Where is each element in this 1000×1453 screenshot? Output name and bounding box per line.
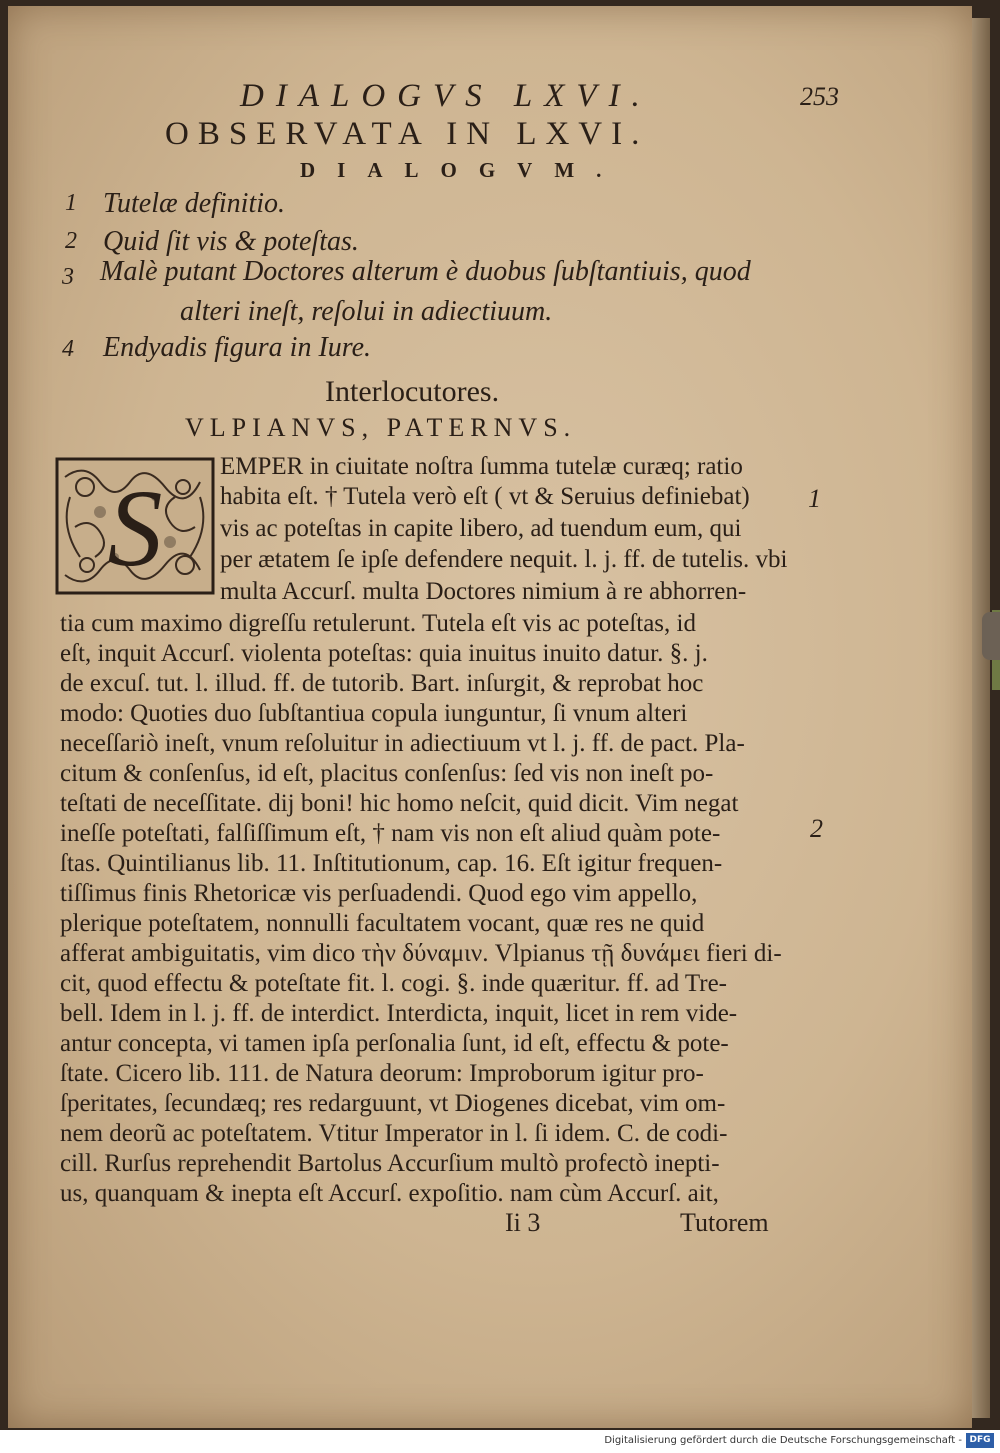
body-line: eſt, inquit Accurſ. violenta poteſtas: quia inuitus inuito datur. §. j. <box>60 640 708 667</box>
catchword: Tutorem <box>680 1208 769 1237</box>
body-line: vis ac poteſtas in capite libero, ad tuendum eum, qui <box>220 515 742 542</box>
page-number: 253 <box>800 82 839 111</box>
body-line: ſperitates, ſecundæq; res redarguunt, vt Diogenes dicebat, vim om- <box>60 1090 726 1117</box>
body-line: tia cum maximo digreſſu retulerunt. Tutela eſt vis ac poteſtas, id <box>60 610 696 637</box>
observation-number: 4 <box>62 336 74 362</box>
margin-note: 1 <box>808 484 821 513</box>
running-title: DIALOGVS LXVI. <box>240 78 652 114</box>
speakers-line: VLPIANVS, PATERNVS. <box>185 413 577 442</box>
body-line: cill. Rurſus reprehendit Bartolus Accurſium multò profectò inepti- <box>60 1150 720 1177</box>
observation-item: Tutelæ definitio. <box>103 188 286 219</box>
body-line: ineſſe poteſtati, falſiſſimum eſt, † nam vis non eſt aliud quàm pote- <box>60 820 721 847</box>
body-line: afferat ambiguitatis, vim dico τὴν δύναμιν. Vlpianus τῇ δυνάμει fieri di- <box>60 940 782 967</box>
book-clasp <box>982 612 1000 660</box>
observation-number: 3 <box>62 264 74 290</box>
footer-bar <box>0 1430 1000 1453</box>
body-line: teſtati de neceſſitate. dij boni! hic homo neſcit, quid dicit. Vim negat <box>60 790 739 817</box>
body-line: ſtate. Cicero lib. 111. de Natura deorum: Improborum igitur pro- <box>60 1060 704 1087</box>
margin-note: 2 <box>810 814 823 843</box>
body-line: us, quanquam & inepta eſt Accurſ. expoſitio. nam cùm Accurſ. ait, <box>60 1180 719 1207</box>
dfg-logo: DFG <box>966 1433 994 1448</box>
section-heading: Interlocutores. <box>325 375 500 408</box>
body-line: tiſſimus finis Rhetoricæ vis perſuadendi. Quod ego vim appello, <box>60 880 698 907</box>
observation-item: Endyadis figura in Iure. <box>103 332 372 363</box>
observation-item: alteri ineſt, reſolui in adiectiuum. <box>180 296 553 327</box>
signature-mark: Ii 3 <box>505 1208 541 1237</box>
observation-item: Quid ſit vis & poteſtas. <box>103 226 359 257</box>
body-line: bell. Idem in l. j. ff. de interdict. Interdicta, inquit, licet in rem vide- <box>60 1000 738 1027</box>
body-line: plerique poteſtatem, nonnulli facultatem vocant, quæ res ne quid <box>60 910 705 937</box>
drop-cap-letter: S <box>107 467 163 589</box>
observation-number: 1 <box>65 190 77 216</box>
observations-subtitle: DIALOGVM. <box>300 158 624 182</box>
body-line: ſtas. Quintilianus lib. 11. Inſtitutionum, cap. 16. Eſt igitur frequen- <box>60 850 723 877</box>
body-line: EMPER in ciuitate noſtra ſumma tutelæ curæq; ratio <box>220 453 743 480</box>
footer-credit: Digitalisierung gefördert durch die Deutsche Forschungsgemeinschaft - <box>604 1435 962 1446</box>
body-line: habita eſt. † Tutela verò eſt ( vt & Seruius definiebat) <box>220 483 750 510</box>
body-line: per ætatem ſe ipſe defendere nequit. l. j. ff. de tutelis. vbi <box>220 546 788 573</box>
body-line: neceſſariò ineſt, vnum reſoluitur in adiectiuum vt l. j. ff. de pact. Pla- <box>60 730 745 757</box>
observation-number: 2 <box>65 228 77 254</box>
body-line: cit, quod effectu & poteſtate fit. l. cogi. §. inde quæritur. ff. ad Tre- <box>60 970 728 997</box>
observations-title: OBSERVATA IN LXVI. <box>165 116 649 152</box>
body-line: modo: Quoties duo ſubſtantiua copula iunguntur, ſi vnum alteri <box>60 700 688 727</box>
decorated-initial <box>55 457 215 595</box>
body-line: de excuſ. tut. l. illud. ff. de tutorib. Bart. inſurgit, & reprobat hoc <box>60 670 704 697</box>
body-line: nem deorũ ac poteſtatem. Vtitur Imperator in l. ſi idem. C. de codi- <box>60 1120 728 1147</box>
body-line: multa Accurſ. multa Doctores nimium à re abhorren- <box>220 578 747 605</box>
body-line: citum & conſenſus, id eſt, placitus conſenſus: ſed vis non ineſt po- <box>60 760 714 787</box>
observation-item: Malè putant Doctores alterum è duobus ſubſtantiuis, quod <box>100 256 751 287</box>
body-line: antur concepta, vi tamen ipſa perſonalia ſunt, id eſt, effectu & pote- <box>60 1030 729 1057</box>
